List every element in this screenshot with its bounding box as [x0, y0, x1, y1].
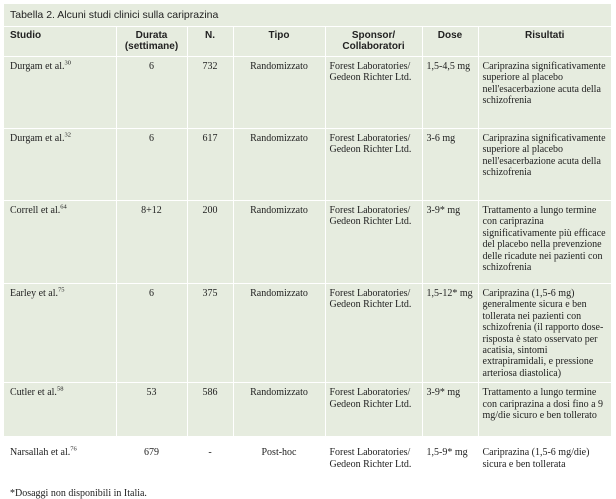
cell-sponsor: Forest Laboratories/ Gedeon Richter Ltd.: [325, 284, 422, 383]
clinical-studies-table: [4, 27, 611, 481]
study-author: Narsallah et al.: [10, 447, 71, 459]
header-studio: Studio: [4, 27, 116, 57]
cell-risultati: Trattamento a lungo termine con cariprazina a dosi fino a 9 mg/die sicuro e ben tollerato: [478, 383, 611, 443]
study-ref: 32: [64, 131, 72, 139]
cell-sponsor: Forest Laboratories/ Gedeon Richter Ltd.: [325, 443, 422, 481]
table-footnote: *Dosaggi non disponibili in Italia.: [10, 488, 147, 499]
study-ref: 30: [64, 59, 72, 67]
cell-dose: 3-9* mg: [422, 383, 478, 443]
cell-dose: 3-9* mg: [422, 201, 478, 284]
header-dose: Dose: [422, 27, 478, 57]
study-ref: 58: [56, 385, 64, 393]
cell-studio: [4, 284, 116, 383]
cell-sponsor: Forest Laboratories/ Gedeon Richter Ltd.: [325, 57, 422, 129]
table-row: [4, 443, 611, 481]
header-n: N.: [187, 27, 233, 57]
cell-studio: [4, 129, 116, 201]
cell-tipo: Post-hoc: [233, 443, 325, 481]
cell-studio: [4, 57, 116, 129]
cell-sponsor: Forest Laboratories/ Gedeon Richter Ltd.: [325, 201, 422, 284]
cell-durata: 679: [116, 443, 187, 481]
header-risultati: Risultati: [478, 27, 611, 57]
table-row: [4, 129, 611, 201]
study-author: Earley et al.: [10, 288, 59, 299]
cell-n: 375: [187, 284, 233, 383]
cell-durata: 6: [116, 57, 187, 129]
cell-dose: 1,5-12* mg: [422, 284, 478, 383]
table-container: [4, 4, 611, 499]
study-author: Cutler et al.: [10, 387, 57, 399]
table-row: [4, 284, 611, 383]
cell-dose: 1,5-4,5 mg: [422, 57, 478, 129]
cell-tipo: Randomizzato: [233, 383, 325, 443]
cell-durata: 6: [116, 284, 187, 383]
cell-n: 617: [187, 129, 233, 201]
cell-risultati: Cariprazina significativamente superiore al placebo nell'esacerbazione acuta della schizofrenia: [478, 57, 611, 129]
cell-dose: 3-6 mg: [422, 129, 478, 201]
cell-sponsor: Forest Laboratories/ Gedeon Richter Ltd.: [325, 129, 422, 201]
table-row: [4, 201, 611, 284]
table-header-row: [4, 27, 611, 57]
cell-risultati: Trattamento a lungo termine con cariprazina significativamente più efficace del placebo nella prevenzione delle ricadute nei pazienti con schizofrenia: [478, 201, 611, 284]
cell-durata: 6: [116, 129, 187, 201]
cell-durata: 53: [116, 383, 187, 443]
table-title: Tabella 2. Alcuni studi clinici sulla cariprazina: [4, 4, 611, 27]
cell-dose: 1,5-9* mg: [422, 443, 478, 481]
cell-n: 586: [187, 383, 233, 443]
cell-risultati: Cariprazina (1,5-6 mg/die) sicura e ben tollerata: [478, 443, 611, 481]
study-ref: 75: [58, 286, 65, 294]
cell-studio: [4, 443, 116, 481]
table-row: [4, 383, 611, 443]
cell-tipo: Randomizzato: [233, 129, 325, 201]
cell-n: 732: [187, 57, 233, 129]
table-row: [4, 57, 611, 129]
cell-sponsor: Forest Laboratories/ Gedeon Richter Ltd.: [325, 383, 422, 443]
cell-studio: [4, 201, 116, 284]
cell-n: -: [187, 443, 233, 481]
study-author: Durgam et al.: [10, 133, 65, 144]
cell-tipo: Randomizzato: [233, 284, 325, 383]
cell-studio: [4, 383, 116, 443]
header-sponsor: Sponsor/ Collaboratori: [325, 27, 422, 57]
cell-risultati: Cariprazina (1,5-6 mg) generalmente sicura e ben tollerata nei pazienti con schizofrenia (il rapporto dose-risposta è stato osservato per acatisia, sintomi extrapiramidali, e pressione arteriosa diastolica): [478, 284, 611, 383]
study-ref: 64: [60, 203, 67, 211]
study-author: Correll et al.: [10, 205, 61, 216]
cell-tipo: Randomizzato: [233, 57, 325, 129]
header-durata: Durata (settimane): [116, 27, 187, 57]
cell-n: 200: [187, 201, 233, 284]
header-tipo: Tipo: [233, 27, 325, 57]
study-ref: 76: [70, 445, 77, 453]
study-author: Durgam et al.: [10, 61, 65, 72]
cell-tipo: Randomizzato: [233, 201, 325, 284]
cell-durata: 8+12: [116, 201, 187, 284]
cell-risultati: Cariprazina significativamente superiore al placebo nell'esacerbazione acuta della schizofrenia: [478, 129, 611, 201]
